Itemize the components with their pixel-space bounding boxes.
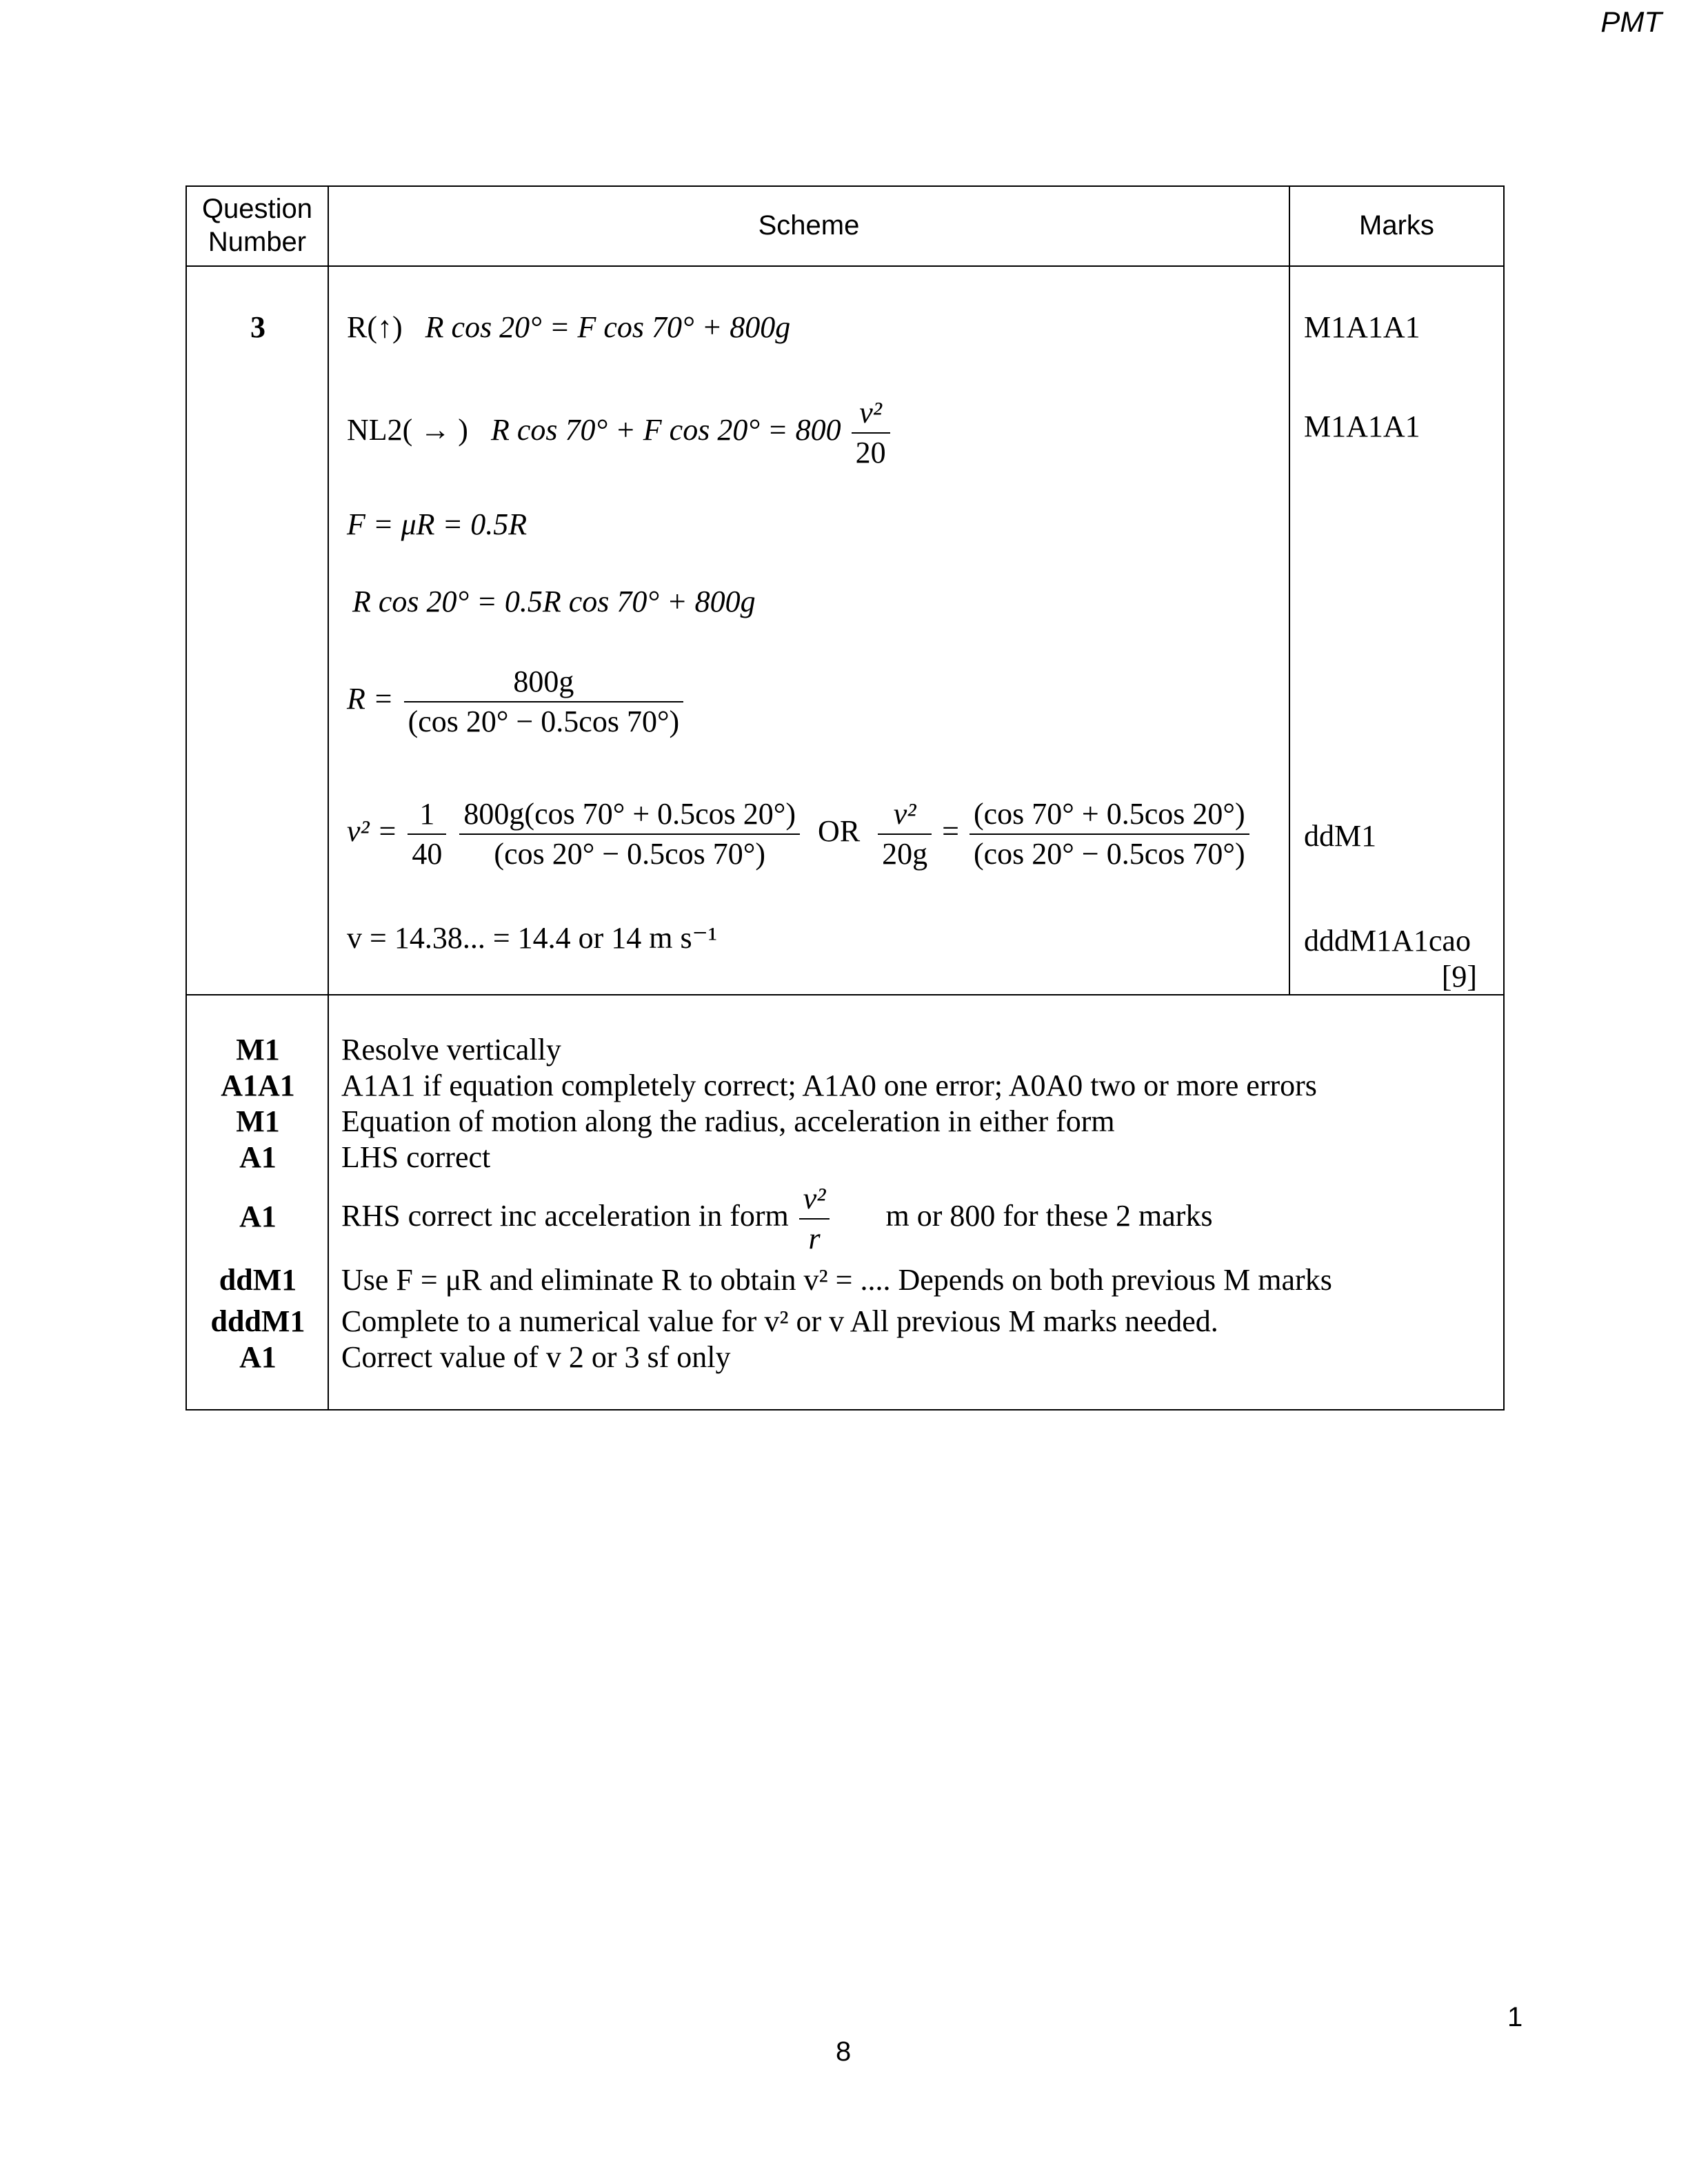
corner-label: PMT <box>1600 6 1662 38</box>
equation-velocity-squared <box>347 795 1252 873</box>
equation-velocity-result: v = 14.38... = 14.4 or 14 m s⁻¹ <box>347 921 718 955</box>
note-text: Use F = μR and eliminate R to obtain v² = .... Depends on both previous M marks <box>341 1263 1332 1297</box>
question-number: 3 <box>250 310 265 344</box>
fraction <box>969 795 1249 873</box>
note-text: A1A1 if equation completely correct; A1A0 one error; A0A0 two or more errors <box>341 1069 1317 1102</box>
note-text: RHS correct inc acceleration in form <box>341 1199 789 1233</box>
equation-body: R cos 70° + F cos 20° = 800 <box>490 413 841 447</box>
equals-sign: = <box>942 814 959 849</box>
equation-prefix: R(↑) <box>347 310 403 344</box>
equation-resolve-vertical <box>347 310 790 345</box>
fraction <box>878 795 932 873</box>
fraction-denominator: 20g <box>882 837 928 871</box>
equation-reaction <box>347 663 686 741</box>
note-code: ddM1 <box>219 1263 297 1297</box>
note-text: Resolve vertically <box>341 1033 561 1066</box>
fraction-numerator: v² <box>799 1180 830 1220</box>
equation-prefix: NL2( → ) <box>347 413 468 447</box>
fraction-denominator: r <box>808 1222 821 1255</box>
equation-friction: F = μR = 0.5R <box>347 507 528 541</box>
note-code: A1A1 <box>221 1069 295 1102</box>
mark-line-4: dddM1A1cao <box>1304 924 1471 958</box>
equation-body: R cos 20° = F cos 70° + 800g <box>425 310 791 344</box>
note-text: Correct value of v 2 or 3 sf only <box>341 1340 731 1374</box>
fraction <box>404 663 684 741</box>
note-code: A1 <box>239 1140 277 1174</box>
fraction-numerator: 1 <box>408 795 446 835</box>
note-text: LHS correct <box>341 1140 491 1174</box>
mark-line-3: ddM1 <box>1304 819 1377 853</box>
fraction <box>408 795 446 873</box>
note-code: A1 <box>239 1340 277 1374</box>
header-scheme: Scheme <box>758 210 860 241</box>
equation-newton-second-law <box>347 394 893 472</box>
fraction-numerator: (cos 70° + 0.5cos 20°) <box>969 795 1249 835</box>
header-marks: Marks <box>1359 210 1434 241</box>
equation-substituted: R cos 20° = 0.5R cos 70° + 800g <box>352 585 756 618</box>
notes-divider <box>187 994 1503 995</box>
or-label: OR <box>818 814 861 849</box>
note-text-with-fraction <box>341 1180 1213 1258</box>
note-text: Equation of motion along the radius, acceleration in either form <box>341 1104 1115 1138</box>
mark-scheme-table <box>185 185 1505 1410</box>
mark-line-1: M1A1A1 <box>1304 310 1420 344</box>
header-question-number: Question Number <box>201 194 313 257</box>
fraction-numerator: v² <box>852 394 890 434</box>
fraction-numerator: 800g(cos 70° + 0.5cos 20°) <box>459 795 800 835</box>
fraction-denominator: 40 <box>412 837 443 871</box>
note-tail: m or 800 for these 2 marks <box>885 1199 1213 1233</box>
fraction-denominator: (cos 20° − 0.5cos 70°) <box>408 705 680 738</box>
column-divider <box>1289 187 1290 994</box>
note-code: dddM1 <box>210 1304 305 1338</box>
fraction <box>459 795 800 873</box>
fraction <box>799 1180 830 1258</box>
note-text: Complete to a numerical value for v² or v All previous M marks needed. <box>341 1304 1218 1338</box>
fraction-numerator: v² <box>878 795 932 835</box>
equation-lhs: R = <box>347 682 394 716</box>
fraction-denominator: (cos 20° − 0.5cos 70°) <box>974 837 1245 871</box>
fraction-denominator: 20 <box>855 436 886 469</box>
note-code: M1 <box>236 1033 280 1066</box>
mark-line-2: M1A1A1 <box>1304 410 1420 443</box>
equation-lhs: v² = <box>347 814 398 849</box>
corner-page-number: 1 <box>1507 2002 1523 2032</box>
fraction <box>852 394 890 472</box>
fraction-numerator: 800g <box>404 663 684 702</box>
note-code: M1 <box>236 1104 280 1138</box>
total-marks: [9] <box>1441 960 1477 993</box>
fraction-denominator: (cos 20° − 0.5cos 70°) <box>494 837 766 871</box>
header-divider <box>187 265 1503 267</box>
page-number: 8 <box>836 2036 852 2067</box>
note-code: A1 <box>239 1200 277 1233</box>
